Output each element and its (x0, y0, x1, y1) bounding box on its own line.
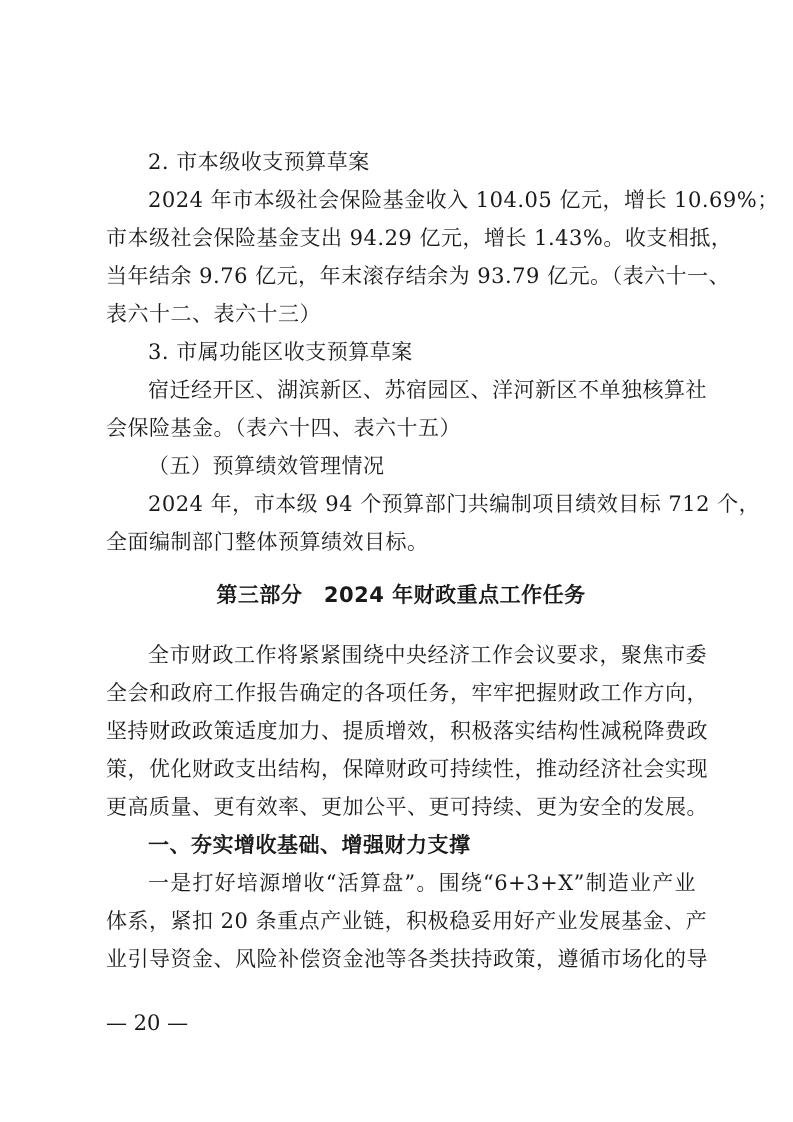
paragraph-line: 当年结余 9.76 亿元，年末滚存结余为 93.79 亿元。（表六十一、 (106, 264, 731, 288)
subsection-heading: 2. 市本级收支预算草案 (148, 150, 370, 174)
page-number: — 20 — (106, 1011, 189, 1035)
paragraph-line: 体系，紧扣 20 条重点产业链，积极稳妥用好产业发展基金、产 (106, 909, 708, 933)
part-title: 第三部分 2024 年财政重点工作任务 (216, 583, 586, 607)
paragraph-line: 策，优化财政支出结构，保障财政可持续性，推动经济社会实现 (106, 757, 708, 781)
paragraph-line: 会保险基金。（表六十四、表六十五） (106, 416, 461, 440)
paragraph-line: 全面编制部门整体预算绩效目标。 (106, 530, 429, 554)
paragraph-line: 2024 年，市本级 94 个预算部门共编制项目绩效目标 712 个， (148, 492, 761, 516)
paragraph-line: 2024 年市本级社会保险基金收入 104.05 亿元，增长 10.69%； (148, 188, 779, 212)
paragraph-line: 全市财政工作将紧紧围绕中央经济工作会议要求，聚焦市委 (148, 643, 707, 667)
subsection-heading: 3. 市属功能区收支预算草案 (148, 340, 413, 364)
paragraph-line: 全会和政府工作报告确定的各项任务，牢牢把握财政工作方向， (106, 681, 708, 705)
paragraph-line: 坚持财政政策适度加力、提质增效，积极落实结构性减税降费政 (106, 719, 708, 743)
paragraph-line: 宿迁经开区、湖滨新区、苏宿园区、洋河新区不单独核算社 (148, 378, 707, 402)
paragraph-line: 业引导资金、风险补偿资金池等各类扶持政策，遵循市场化的导 (106, 947, 708, 971)
section-heading: （五）预算绩效管理情况 (148, 454, 385, 478)
section-heading: 一、夯实增收基础、增强财力支撑 (148, 833, 471, 857)
paragraph-line: 一是打好培源增收“活算盘”。围绕“6+3+X”制造业产业 (148, 871, 696, 895)
paragraph-line: 表六十二、表六十三） (106, 302, 321, 326)
paragraph-line: 市本级社会保险基金支出 94.29 亿元，增长 1.43%。收支相抵， (106, 226, 733, 250)
paragraph-line: 更高质量、更有效率、更加公平、更可持续、更为安全的发展。 (106, 795, 708, 819)
